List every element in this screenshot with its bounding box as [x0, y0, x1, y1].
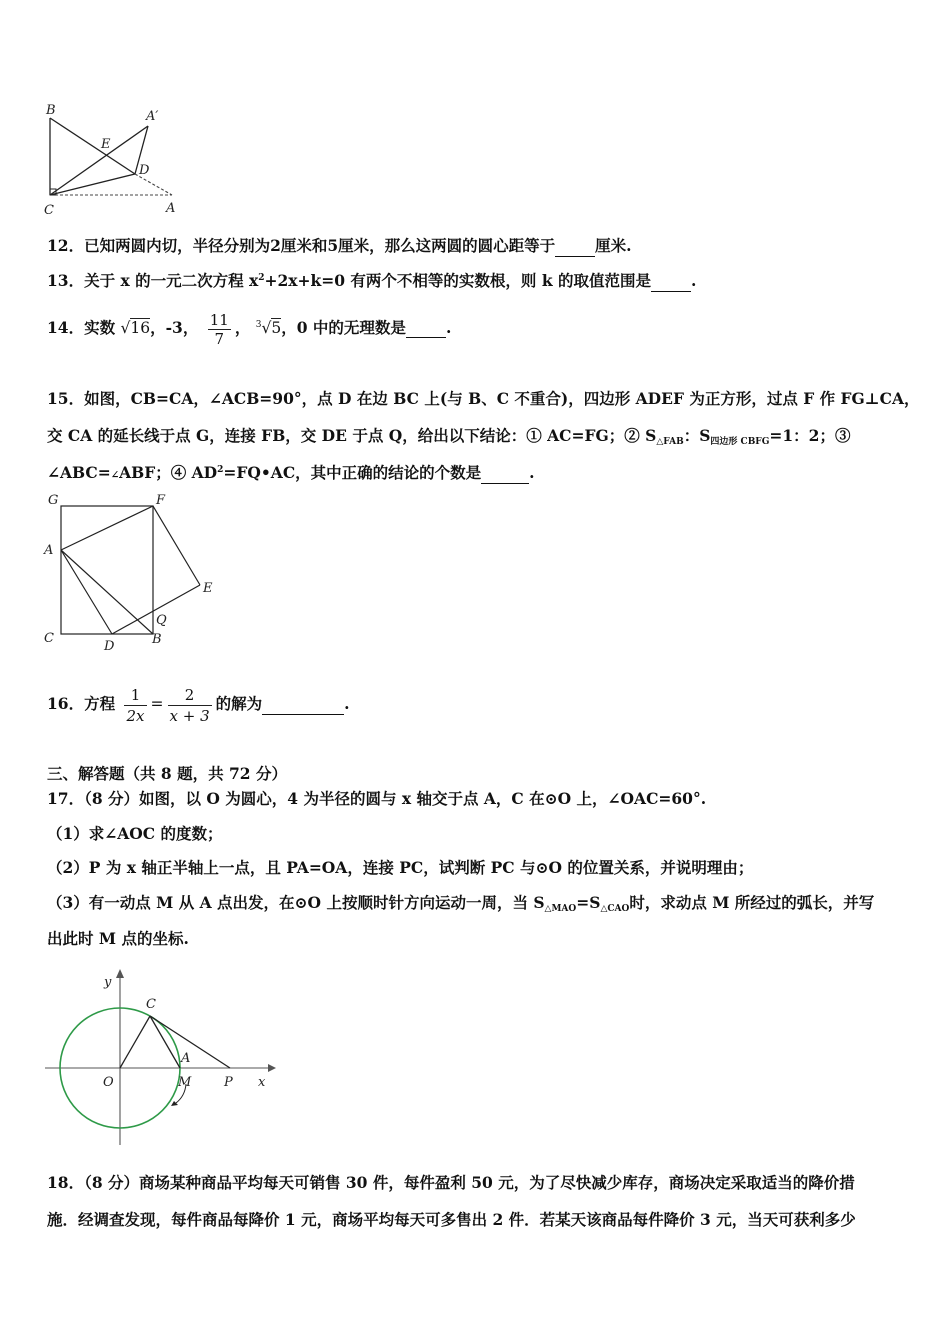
q16-blank — [262, 694, 344, 715]
label-B: B — [152, 632, 162, 647]
q15-sub2: 四边形 CBFG — [710, 437, 770, 447]
q15-l3-mid: ABF；④ AD — [119, 463, 218, 482]
q14-sep2: ， — [234, 318, 251, 337]
q14-post: ，0 中的无理数是 — [281, 318, 406, 337]
q14-sep1: ，-3， — [150, 318, 199, 337]
q15-l2-mid: ：S — [683, 426, 711, 445]
q15-l3-sup: 2 — [217, 465, 224, 475]
label-B: B — [46, 103, 56, 118]
cube-root-arg: 5 — [271, 319, 282, 337]
frac2-denominator: x + 3 — [169, 706, 210, 725]
sqrt-16-arg: 16 — [130, 319, 151, 337]
question-15-line2 — [47, 426, 850, 449]
label-G: G — [48, 493, 59, 508]
q15-l3-pre: ∠ABC= — [47, 463, 111, 482]
question-17-part2: （2）P 为 x 轴正半轴上一点，且 PA=OA，连接 PC，试判断 PC 与⊙O 的位置关系，并说明理由； — [47, 858, 754, 877]
label-x: x — [258, 1075, 266, 1090]
frac-1-over-2x — [124, 685, 146, 726]
q17-p3-eq: =S — [576, 893, 601, 912]
q16-tail: . — [344, 694, 350, 713]
question-14 — [47, 306, 451, 350]
frac-2-over-x-plus-3 — [168, 685, 212, 726]
label-A-prime: A′ — [146, 109, 159, 124]
q11-figure — [40, 100, 190, 220]
q16-post: 的解为 — [215, 694, 263, 713]
q13-blank — [651, 271, 691, 292]
cube-root-index: 3 — [255, 320, 262, 330]
frac2-numerator: 2 — [168, 685, 212, 706]
q14-blank — [406, 319, 446, 338]
equals-sign: = — [150, 695, 164, 713]
question-13 — [47, 271, 696, 294]
label-Q: Q — [156, 613, 167, 628]
frac-denominator: 7 — [214, 329, 225, 348]
question-17-line1: 17．（8 分）如图，以 O 为圆心，4 为半径的圆与 x 轴交于点 A，C 在⊙O 上，∠OAC=60°. — [47, 789, 707, 808]
sqrt-16: √16 — [120, 319, 151, 337]
label-A: A — [166, 201, 176, 216]
label-E: E — [101, 137, 111, 152]
q17-figure — [40, 960, 280, 1150]
section-3-title: 三、解答题（共 8 题，共 72 分） — [47, 764, 287, 783]
label-y: y — [104, 975, 112, 990]
cube-root-5: $^3$√5 — [255, 319, 282, 337]
q13-sup: 2 — [258, 273, 265, 283]
question-16 — [47, 680, 350, 728]
label-D: D — [104, 639, 115, 654]
frac-11-7 — [208, 311, 231, 348]
q17-sub1: △MAO — [544, 904, 577, 914]
question-17-part3-line2: 出此时 M 点的坐标. — [47, 929, 189, 948]
label-E: E — [203, 581, 213, 596]
frac1-numerator: 1 — [124, 685, 146, 706]
q15-sub1: △FAB — [656, 437, 684, 447]
label-P: P — [224, 1075, 233, 1090]
q12-text: 12．已知两圆内切，半径分别为2厘米和5厘米，那么这两圆的圆心距等于 — [47, 236, 556, 255]
label-A: A — [44, 543, 54, 558]
question-18-line1: 18．（8 分）商场某种商品平均每天可销售 30 件，每件盈利 50 元，为了尽快减少库存，商场决定采取适当的降价措 — [47, 1173, 855, 1192]
q15-figure — [40, 490, 230, 660]
q17-sub2: △CAO — [600, 904, 630, 914]
q15-l2-post: =1：2；③ — [769, 426, 851, 445]
q13-pre: 13．关于 x 的一元二次方程 x — [47, 271, 259, 290]
label-C: C — [44, 203, 54, 218]
q12-blank — [555, 236, 595, 257]
question-17-part3 — [47, 893, 874, 916]
q14-pre: 14．实数 — [47, 318, 116, 337]
label-F: F — [156, 493, 166, 508]
q17-p3-pre: （3）有一动点 M 从 A 点出发，在⊙O 上按顺时针方向运动一周，当 S — [47, 893, 545, 912]
frac1-denominator: 2x — [126, 706, 145, 725]
frac-numerator: 11 — [209, 310, 229, 329]
q13-post: +2x+k=0 有两个不相等的实数根，则 k 的取值范围是 — [264, 271, 651, 290]
label-C: C — [146, 997, 156, 1012]
label-D: D — [139, 163, 150, 178]
question-18-line2: 施．经调查发现，每件商品每降价 1 元，商场平均每天可多售出 2 件．若某天该商品每件降价 3 元，当天可获利多少 — [47, 1210, 856, 1229]
q12-tail: 厘米. — [595, 236, 632, 255]
question-15-line3 — [47, 463, 535, 486]
q15-l2-pre: 交 CA 的延长线于点 G，连接 FB，交 DE 于点 Q，给出以下结论：① AC=FG；② S — [47, 426, 657, 445]
label-M: M — [178, 1075, 192, 1090]
question-15-line1: 15．如图，CB=CA，∠ACB=90°，点 D 在边 BC 上(与 B、C 不重合)，四边形 ADEF 为正方形，过点 F 作 FG⊥CA， — [47, 389, 920, 408]
label-A: A — [181, 1051, 191, 1066]
q15-l3-post: =FQ•AC，其中正确的结论的个数是 — [223, 463, 482, 482]
q17-p3-post: 时，求动点 M 所经过的弧长，并写 — [629, 893, 875, 912]
q15-tail: . — [529, 463, 535, 482]
q15-l3-angle: ∠ — [110, 470, 120, 481]
question-17-part1: （1）求∠AOC 的度数； — [47, 824, 223, 843]
question-12 — [47, 236, 632, 257]
label-C: C — [44, 631, 54, 646]
q15-blank — [481, 463, 529, 484]
q14-tail: . — [445, 318, 452, 337]
q13-tail: . — [690, 271, 697, 290]
label-O: O — [103, 1075, 114, 1090]
q16-pre: 16．方程 — [47, 694, 116, 713]
